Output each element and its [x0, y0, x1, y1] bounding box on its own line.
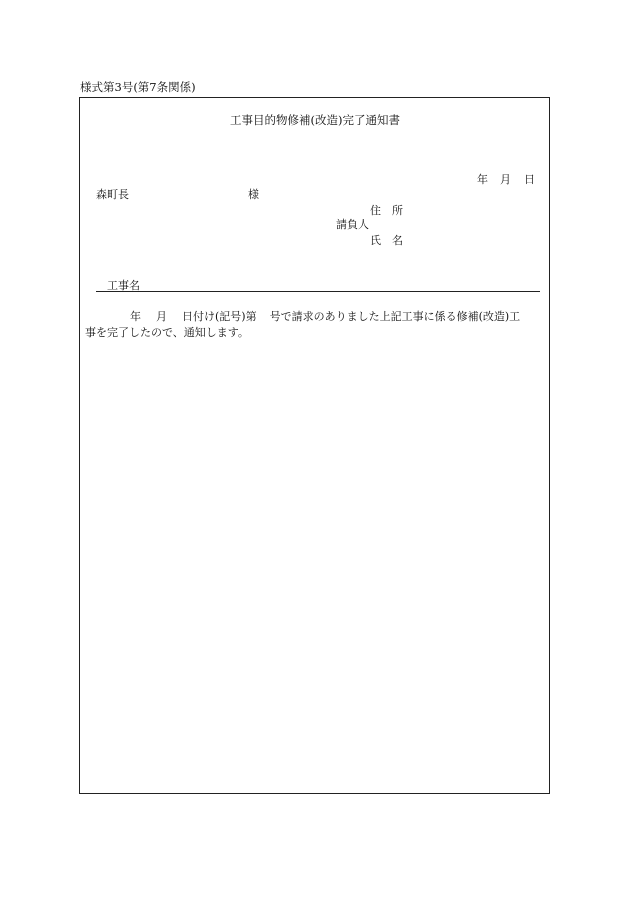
contractor-address-label: 住所 [370, 204, 414, 217]
date-day-label: 日 [524, 173, 535, 186]
document-title: 工事目的物修補(改造)完了通知書 [230, 113, 400, 127]
body-text-line-2: 事を完了したので、通知します。 [85, 326, 249, 339]
body-request-text: 号で請求のありました上記工事に係る修補(改造)工 [269, 310, 521, 323]
addressee-name: 森町長 [96, 188, 129, 201]
body-text-line-1 [130, 311, 520, 322]
body-month-label: 月 [156, 310, 167, 323]
form-number-label: 様式第3号(第7条関係) [80, 80, 196, 94]
contractor-role-label: 請負人 [336, 218, 369, 231]
date-year-label: 年 [477, 173, 488, 186]
date-month-label: 月 [500, 173, 511, 186]
project-name-label: 工事名 [107, 279, 140, 292]
project-name-underline [96, 291, 540, 292]
addressee-honorific: 様 [248, 188, 259, 201]
contractor-name-label: 氏名 [370, 234, 414, 247]
body-year-label: 年 [130, 310, 141, 323]
body-dated-label: 日付け(記号)第 [182, 310, 257, 323]
document-frame [79, 97, 550, 794]
